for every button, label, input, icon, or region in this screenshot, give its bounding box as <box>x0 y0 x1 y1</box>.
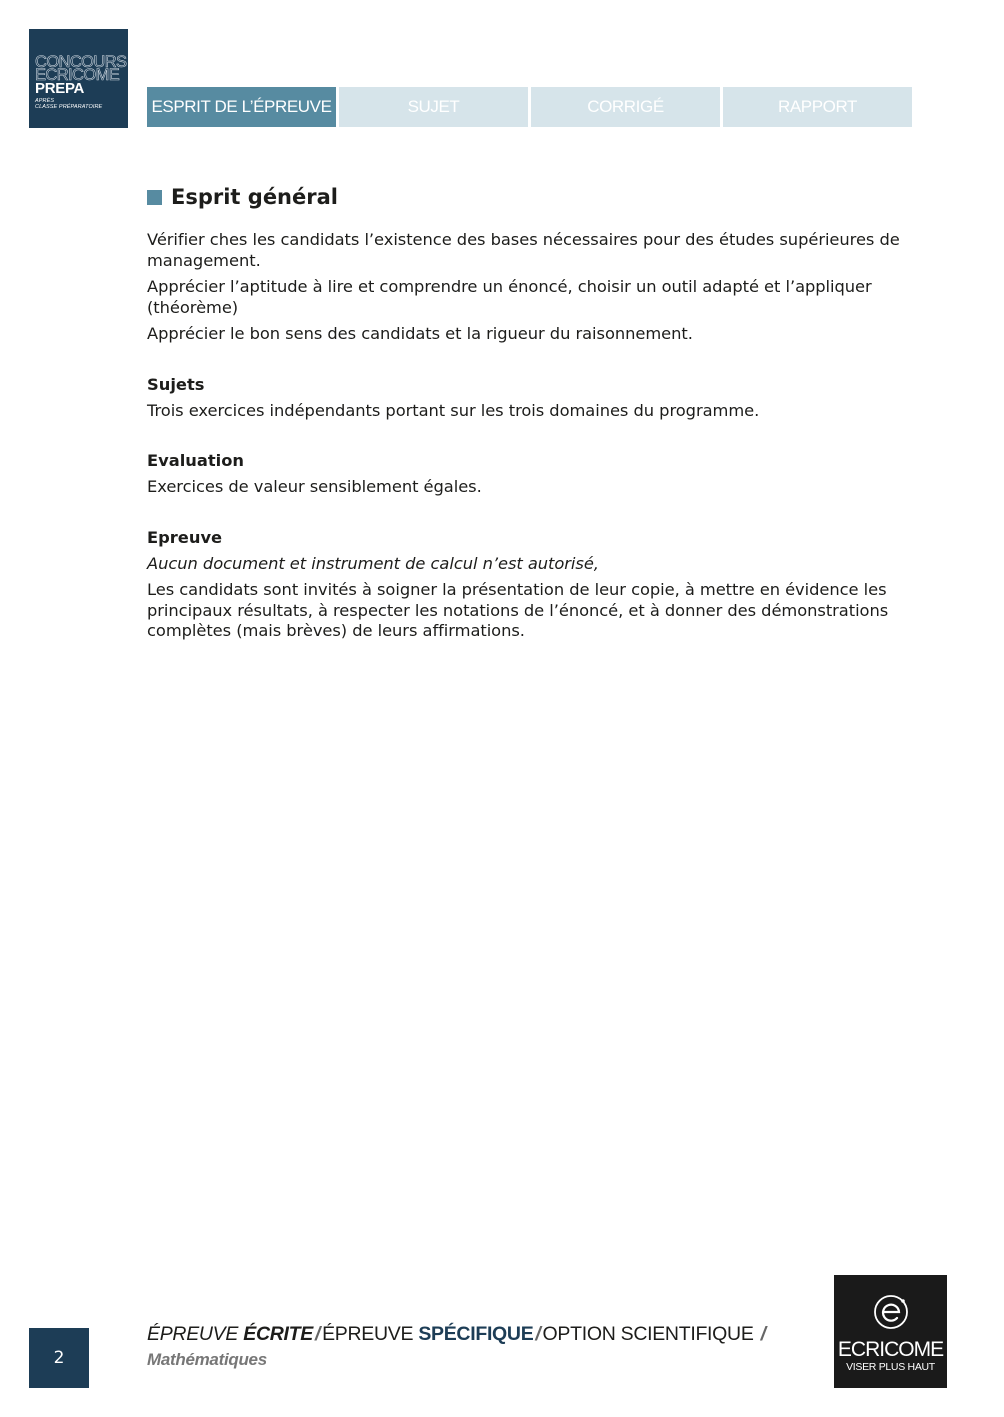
footer-epreuve-2: ÉPREUVE <box>322 1323 414 1345</box>
ecricome-e-emblem-icon <box>872 1293 910 1331</box>
footer-subject: Mathématiques <box>147 1350 267 1369</box>
main-content <box>147 184 917 648</box>
logo-line-concours: CONCOURS <box>35 53 127 71</box>
footer-separator-1: / <box>314 1323 321 1345</box>
epreuve-text: Les candidats sont invités à soigner la présentation de leur copie, à mettre en évidence les principaux résultats, à respecter les notations de l’énoncé, et à donner des démonstrations complètes (mais brèves) de leurs affirmations. <box>147 580 889 640</box>
heading-text: Esprit général <box>171 185 338 209</box>
tab-rapport[interactable]: RAPPORT <box>723 87 912 127</box>
ecricome-logo <box>834 1275 947 1388</box>
intro-paragraph-1: Vérifier ches les candidats l’existence des bases nécessaires pour des études supérieures de management. <box>147 230 900 270</box>
tab-esprit-de-l-epreuve[interactable]: ESPRIT DE L’ÉPREUVE <box>147 87 336 127</box>
tab-sujet[interactable]: SUJET <box>339 87 528 127</box>
logo-line-apres: APRÈS <box>35 98 55 104</box>
footer-specifique: SPÉCIFIQUE <box>418 1323 534 1345</box>
intro-paragraph-3: Apprécier le bon sens des candidats et la rigueur du raisonnement. <box>147 324 693 343</box>
logo-tagline: VISER PLUS HAUT <box>846 1361 935 1373</box>
logo-line-ecricome: ECRICOME <box>35 66 120 84</box>
logo-line-classe: CLASSE PRÉPARATOIRE <box>35 104 103 110</box>
section-tabs <box>147 87 912 127</box>
footer-option: OPTION SCIENTIFIQUE <box>542 1323 754 1345</box>
tab-corrige[interactable]: CORRIGÉ <box>531 87 720 127</box>
footer-separator-2: / <box>535 1323 541 1345</box>
footer-epreuve-1: ÉPREUVE <box>147 1323 239 1345</box>
square-bullet-icon <box>147 190 162 205</box>
evaluation-title: Evaluation <box>147 451 245 470</box>
evaluation-text: Exercices de valeur sensiblement égales. <box>147 477 482 496</box>
sujets-text: Trois exercices indépendants portant sur les trois domaines du programme. <box>147 400 760 420</box>
concours-logo <box>29 29 128 128</box>
logo-line-prepa: PREPA <box>35 80 85 97</box>
page-number: 2 <box>29 1328 89 1388</box>
footer-separator-3: / <box>760 1323 766 1345</box>
intro-paragraph-2: Apprécier l’aptitude à lire et comprendre un énoncé, choisir un outil adapté et l’appliquer (théorème) <box>147 277 872 317</box>
footer-caption <box>147 1322 768 1370</box>
sujets-title: Sujets <box>147 374 205 394</box>
epreuve-title: Epreuve <box>147 527 223 547</box>
footer-ecrite: ÉCRITE <box>243 1323 313 1345</box>
logo-brand: ECRICOME <box>837 1338 944 1361</box>
footer-exam-type <box>147 1322 768 1346</box>
section-heading <box>147 184 917 210</box>
epreuve-italic-text: Aucun document et instrument de calcul n’est autorisé, <box>147 553 599 573</box>
